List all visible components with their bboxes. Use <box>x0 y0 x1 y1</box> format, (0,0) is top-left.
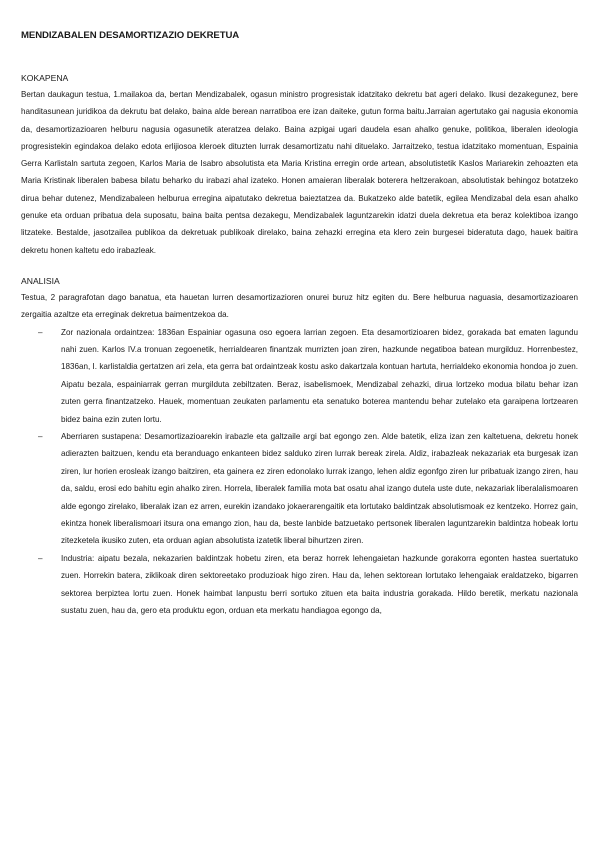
document-page <box>21 29 578 619</box>
dash-bullet: – <box>38 553 43 563</box>
dash-bullet: – <box>38 327 43 337</box>
dash-bullet: – <box>38 432 43 441</box>
context-paragraph: Bertan daukagun testua, 1.mailakoa da, bertan Mendizabalek, ogasun ministro progresistak idatzitako dekretu bat ageri delako. Ikusi dezakegunez, bere handitasunean juridikoa da dekrutu bat delako, baina alde berean narratiboa ere izan daiteke, gutun forma baitu.Jarraian agertutako gai nagusia ekonomia da, desamortizazioaren helburu nagusia ogasunetik ateratzea delako. Baina azpigai ugari daudela esan ahalko genuke, politikoa, liberalen ideologia progresistekin egindakoa delako edota erlijiosoa kleroek dituzten lurrak desamortizatu nahi dituelako. Jarraitzeko, testua idatzitako momentuan, Espainia Gerra Karlistaln sartuta zegoen, Karlos Maria de Isabro absolutista eta Maria Kristina erregin orde artean, absolutistetik Kaslos Mariarekin zehoazten eta Maria Kristinak liberalen babesa bilatu beharko du irabazi ahal izateko. Honen amaieran liberalak boterera heltzerakoan, absolutistak behingoz botatzeko dirua behar dutenez, Mendizabaleen helburua erregina aipatutako dekretua baieztatzea da. Bukatzeko alde batetik, egilea Mendizabal dela esan ahalko genuke eta orduan pribatua dela suposatu, baina baita pentsa dezakegu, Mendizabalek laguntzarekin idatzi duela dekretua eta beraz kolektiboa izango litzateke. Bestalde, jasotzailea publikoa da dekretuak publikoak direlako, baina zehazki erregina eta klero zein burgesei bideratuta dago, hauek baitira dekretu honen kaltetu edo irabazleak. <box>21 90 578 255</box>
analysis-point-list <box>21 324 578 620</box>
analysis-point-text: Aberriaren sustapena: Desamortizazioarekin irabazle eta galtzaile argi bat egongo zen. Alde batetik, eliza izan zen kaltetuena, dekretu honek adierazten baitzuen, kendu eta beranduago enkanteen bidez salduko ziren lurrak bereak zirela. Aldiz, irabazleak nekazariak eta burgesak izan ziren, lur horien erosleak izango baitziren, eta gainera ez ziren edonolako lurrak izango, lehen aldiz egonfgo ziren lur pribatuak izango ziren, hau da, saldu, erosi edo bahitu egin ahalko ziren. Horrela, liberalek familia mota bat osatu ahal izango dutela uste dute, nekazariak liberalalismoaren alde egongo zirelako, liberalak izan ez arren, eurekin izandako jokaerarengaitik eta lortutako baldintzak absolutismoak ez kentzeko. Horrez gain, ekintza honek liberalismoari itsura ona emango zion, hau da, beste lanbide batzuetako pertsonek liberalen laguntzarekin baldintza hobeak lortu zitezketela ikusiko zuten, eta orduan agian absolutista izatetik liberal bihurtzen ziren. <box>61 432 578 546</box>
section-spacer <box>21 259 578 275</box>
analysis-point <box>21 428 578 550</box>
analysis-section <box>21 275 578 620</box>
analysis-intro: Testua, 2 paragrafotan dago banatua, eta hauetan lurren desamortizazioren onurei buruz hitz egiten du. Bere helburua naguasia, desamortizazioaren zergaitia azaltze eta erreginak dekretua baimentzekoa da. <box>21 292 578 320</box>
context-heading: KOKAPENA <box>21 73 69 83</box>
analysis-point-text: Zor nazionala ordaintzea: 1836an Espainiar ogasuna oso egoera larrian zegoen. Eta desamortizioaren bidez, gorakada bat ematen lagundu nahi zuen. Karlos IV.a tronuan zegoenetik, herrialdearen finantzak murrizten joan ziren, hazkunde negatiboa batean murgilduz. Horrenbestez, 1836an, I. karlistaldia gertatzen ari zela, eta gerra bat ordaintzeak kostu asko dakartzala kontuan hartuta, herrialdeko ekonomia hondoa jo zuen. Aipatu bezala, espainiarrak gerran murgilduta zebiltzaten. Beraz, isabelismoek, Mendizabal zehazki, dirua lortzeko modua bilatu behar izan zuten gerra finantzatzeko. Hauek, momentuan zeukaten parlamentu eta senatuko boterea mantendu behar zutelako eta garaipena lortzearen bidez baina ezin zuten lortu. <box>61 327 578 424</box>
analysis-point <box>21 550 578 620</box>
document-title: MENDIZABALEN DESAMORTIZAZIO DEKRETUA <box>21 30 240 41</box>
context-section <box>21 72 578 259</box>
analysis-heading: ANALISIA <box>21 275 60 286</box>
analysis-point <box>21 324 578 428</box>
analysis-point-text: Industria: aipatu bezala, nekazarien baldintzak hobetu ziren, eta beraz horrek lehengaietan hazkunde gorakorra egonten hastea suertatuko zuen. Horrekin batera, ziklikoak diren sektoreetako produzioak higo ziren. Hau da, lehen sektorean lortutako lehengaiak eraldatzeko, bigarren sektorea berpiztea lortu zuen. Honek haimbat lanpustu berri sortuko zituen eta baita industria gorakada. Hildo beretik, merkatu nazionala sustatu zuen, hau da, gero eta produktu egon, orduan eta merkatu handiagoa egongo da, <box>61 553 578 616</box>
